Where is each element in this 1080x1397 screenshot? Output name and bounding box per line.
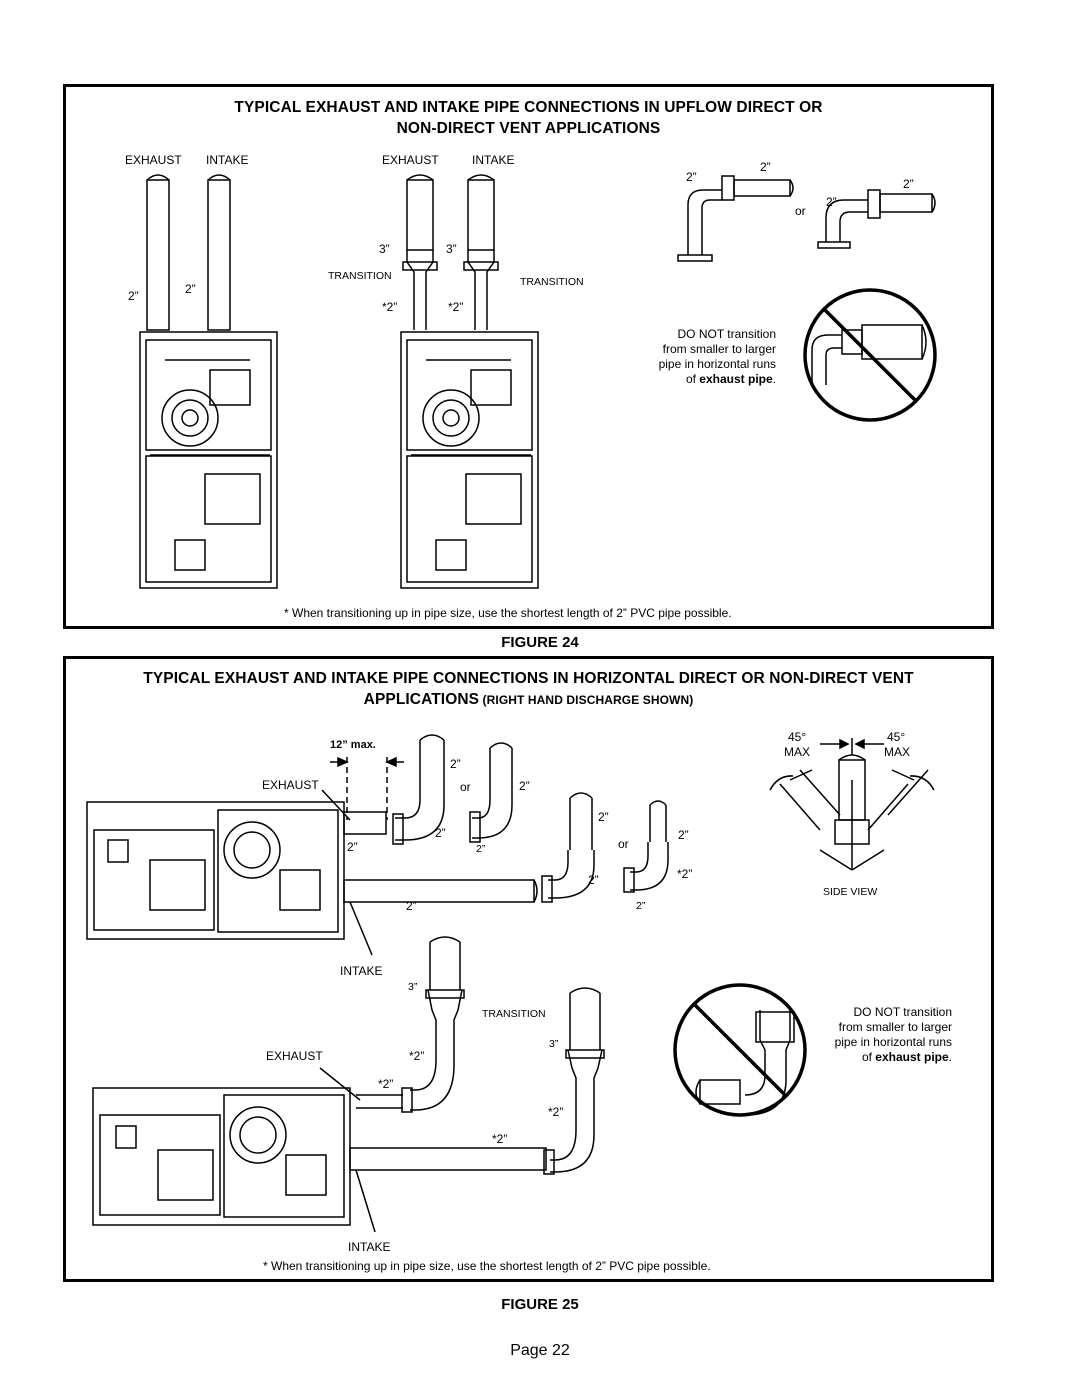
size-2a: 2”: [450, 757, 461, 771]
elbow-a-size-left: 2”: [686, 170, 697, 184]
size-3a: 3”: [408, 981, 418, 993]
warning-25-line4: [800, 1050, 952, 1065]
elbow-b-size-left: 2”: [826, 195, 837, 209]
elbow-a-size-top: 2”: [760, 160, 771, 174]
top-intake-label: INTAKE: [340, 964, 383, 978]
figure-24-caption: FIGURE 24: [501, 634, 579, 651]
size-2h: 2”: [588, 873, 599, 887]
size-star-e: *2”: [492, 1132, 508, 1146]
warning-24-suffix: .: [772, 372, 776, 386]
side-view-label: SIDE VIEW: [823, 886, 878, 898]
max-right: MAX: [884, 745, 911, 759]
elbow-b-size-right: 2”: [903, 177, 914, 191]
warning-note-25: [800, 1005, 952, 1065]
bottom-intake-pipe: [350, 1148, 546, 1170]
bottom-exhaust-transition: [430, 937, 460, 990]
figure-25-caption: FIGURE 25: [501, 1296, 579, 1313]
left-intake-size: 2”: [185, 282, 196, 296]
mid-size-2-exhaust: *2”: [382, 300, 398, 314]
max-left: MAX: [784, 745, 811, 759]
size-2j: 2”: [636, 900, 646, 912]
figure-24-title-line2: NON-DIRECT VENT APPLICATIONS: [396, 120, 661, 137]
angle-right: 45°: [887, 730, 906, 744]
mid-size-3-intake: 3”: [446, 242, 457, 256]
mid-transition-label-b: TRANSITION: [520, 276, 584, 288]
size-2e: 2”: [347, 840, 358, 854]
or-b: or: [618, 837, 629, 851]
mid-exhaust-label: EXHAUST: [382, 153, 439, 167]
size-2i: 2”: [406, 899, 417, 913]
figure-25-footnote: * When transitioning up in pipe size, use the shortest length of 2” PVC pipe possible.: [263, 1259, 711, 1273]
or-a: or: [460, 780, 471, 794]
size-2d: 2”: [435, 826, 446, 840]
warning-25-line1: DO NOT transition: [853, 1005, 952, 1019]
left-exhaust-label: EXHAUST: [125, 153, 182, 167]
mid-size-3-exhaust: 3”: [379, 242, 390, 256]
warning-24-line3: pipe in horizontal runs: [658, 357, 776, 371]
left-intake-label: INTAKE: [206, 153, 249, 167]
transition-label-25: TRANSITION: [482, 1008, 546, 1020]
warning-25-bold: exhaust pipe: [875, 1050, 949, 1064]
figure-24-footnote: * When transitioning up in pipe size, use the shortest length of 2” PVC pipe possible.: [284, 606, 732, 620]
warning-25-suffix: .: [948, 1050, 952, 1064]
figure-25-title-line1: TYPICAL EXHAUST AND INTAKE PIPE CONNECTIONS IN HORIZONTAL DIRECT OR NON-DIRECT VENT: [143, 670, 914, 687]
warning-25-prefix: of: [861, 1050, 876, 1064]
warning-25-line3: pipe in horizontal runs: [834, 1035, 952, 1049]
bottom-exhaust-label: EXHAUST: [266, 1049, 323, 1063]
size-2g: 2”: [678, 828, 689, 842]
top-exhaust-label: EXHAUST: [262, 778, 319, 792]
mid-size-2-intake: *2”: [448, 300, 464, 314]
warning-24-line1: DO NOT transition: [677, 327, 776, 341]
size-2c: 2”: [598, 810, 609, 824]
size-star-b: *2”: [409, 1049, 425, 1063]
figure-25-title-bold: APPLICATIONS: [363, 691, 480, 708]
angle-left: 45°: [788, 730, 807, 744]
figure-24-title-line1: TYPICAL EXHAUST AND INTAKE PIPE CONNECTIONS IN UPFLOW DIRECT OR: [234, 99, 823, 116]
mid-intake-label: INTAKE: [472, 153, 515, 167]
mid-transition-label-a: TRANSITION: [328, 270, 392, 282]
bottom-horizontal-furnace: [93, 1088, 350, 1225]
bottom-intake-label: INTAKE: [348, 1240, 391, 1254]
size-2f: 2”: [476, 843, 486, 855]
size-star-d: *2”: [548, 1105, 564, 1119]
figure-25-title-small: (RIGHT HAND DISCHARGE SHOWN): [479, 693, 694, 707]
size-3b: 3”: [549, 1038, 559, 1050]
page-number: Page 22: [510, 1342, 570, 1359]
size-2b: 2”: [519, 779, 530, 793]
max-12-label: 12” max.: [330, 739, 376, 751]
warning-24-bold: exhaust pipe: [699, 372, 773, 386]
left-exhaust-size: 2”: [128, 289, 139, 303]
size-star-c: *2”: [378, 1077, 394, 1091]
elbow-or-label: or: [795, 204, 806, 218]
warning-24-line2: from smaller to larger: [662, 342, 776, 356]
warning-24-prefix: of: [685, 372, 700, 386]
warning-25-line2: from smaller to larger: [838, 1020, 952, 1034]
size-star-a: *2”: [677, 867, 693, 881]
top-intake-pipe: [344, 880, 534, 902]
